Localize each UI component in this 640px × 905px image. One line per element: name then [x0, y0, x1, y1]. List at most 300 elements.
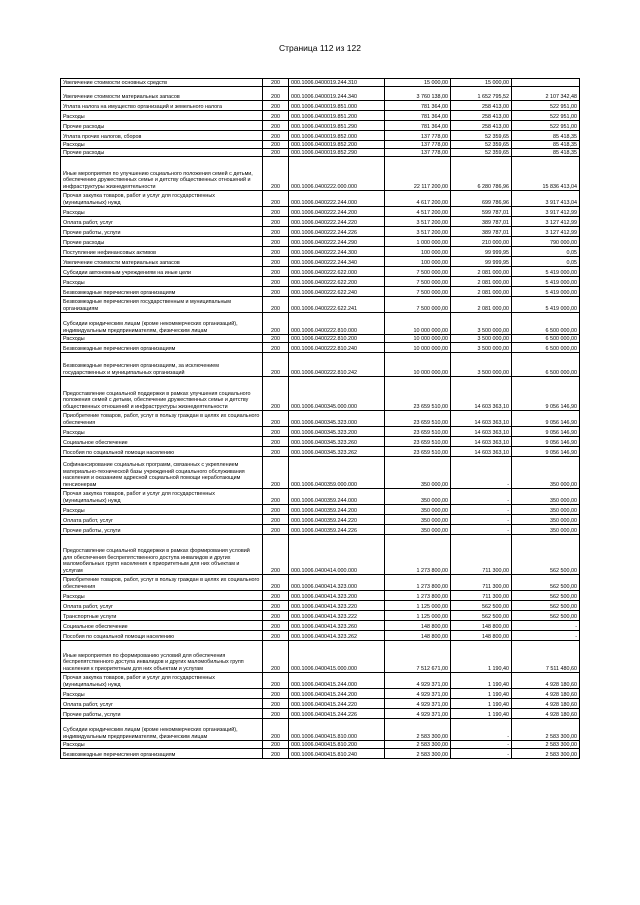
- table-row: [61, 447, 580, 457]
- cell-executed: 52 359,65: [451, 131, 512, 141]
- cell-executed: 1 190,40: [451, 673, 512, 689]
- cell-unexecuted: 2 583 300,00: [512, 741, 580, 749]
- table-row: [61, 149, 580, 157]
- cell-line-code: 200: [263, 277, 289, 287]
- cell-unexecuted: -: [512, 621, 580, 631]
- cell-unexecuted: 562 500,00: [512, 535, 580, 575]
- cell-unexecuted: 3 917 413,04: [512, 191, 580, 207]
- cell-unexecuted: 0,05: [512, 257, 580, 267]
- cell-line-code: 200: [263, 719, 289, 741]
- cell-budget-code: 000.1006.0400359.244.226: [289, 525, 385, 535]
- cell-budget-code: 000.1006.0400359.000.000: [289, 457, 385, 489]
- cell-executed: 52 359,65: [451, 141, 512, 149]
- cell-approved: 10 000 000,00: [385, 313, 451, 335]
- cell-line-code: 200: [263, 447, 289, 457]
- cell-name: Расходы: [61, 505, 263, 515]
- table-row: [61, 101, 580, 111]
- cell-executed: 258 413,00: [451, 121, 512, 131]
- cell-line-code: 200: [263, 489, 289, 505]
- cell-unexecuted: 350 000,00: [512, 525, 580, 535]
- cell-budget-code: 000.1006.0400222.000.000: [289, 157, 385, 191]
- table-row: [61, 457, 580, 489]
- cell-line-code: 200: [263, 157, 289, 191]
- cell-name: Иные мероприятия по улучшению социального положения семей с детьми, обеспечению дружественных семье и детству общественных отношений и инфраструктуры жизнедеятельности: [61, 157, 263, 191]
- cell-executed: -: [451, 489, 512, 505]
- cell-approved: 15 000,00: [385, 79, 451, 87]
- cell-line-code: 200: [263, 111, 289, 121]
- cell-line-code: 200: [263, 457, 289, 489]
- cell-line-code: 200: [263, 575, 289, 591]
- cell-unexecuted: 6 500 000,00: [512, 313, 580, 335]
- cell-approved: 3 517 200,00: [385, 217, 451, 227]
- cell-approved: 7 500 000,00: [385, 287, 451, 297]
- cell-budget-code: 000.1006.0400359.244.220: [289, 515, 385, 525]
- table-row: [61, 217, 580, 227]
- cell-budget-code: 000.1006.0400222.622.241: [289, 297, 385, 313]
- cell-unexecuted: 522 951,00: [512, 111, 580, 121]
- cell-approved: 148 800,00: [385, 621, 451, 631]
- table-row: [61, 673, 580, 689]
- cell-line-code: 200: [263, 247, 289, 257]
- cell-unexecuted: 350 000,00: [512, 505, 580, 515]
- cell-name: Социальное обеспечение: [61, 621, 263, 631]
- cell-unexecuted: 5 419 000,00: [512, 297, 580, 313]
- cell-line-code: 200: [263, 191, 289, 207]
- cell-executed: 1 190,40: [451, 689, 512, 699]
- cell-line-code: 200: [263, 505, 289, 515]
- table-row: [61, 207, 580, 217]
- cell-name: Прочие работы, услуги: [61, 227, 263, 237]
- cell-budget-code: 000.1006.0400019.851.290: [289, 121, 385, 131]
- cell-unexecuted: 6 500 000,00: [512, 353, 580, 377]
- cell-budget-code: 000.1006.0400415.000.000: [289, 641, 385, 673]
- cell-name: Иные мероприятия по формированию условий для обеспечения беспрепятственного доступа инвалидов и других маломобильных групп населения к приоритетным для них объектам и услугам: [61, 641, 263, 673]
- cell-line-code: 200: [263, 237, 289, 247]
- table-row: [61, 237, 580, 247]
- cell-approved: 350 000,00: [385, 457, 451, 489]
- cell-budget-code: 000.1006.0400222.810.242: [289, 353, 385, 377]
- cell-unexecuted: 3 917 412,99: [512, 207, 580, 217]
- cell-budget-code: 000.1006.0400019.852.000: [289, 131, 385, 141]
- cell-name: Увеличение стоимости материальных запасов: [61, 87, 263, 101]
- cell-executed: 3 500 000,00: [451, 353, 512, 377]
- cell-budget-code: 000.1006.0400414.323.200: [289, 591, 385, 601]
- cell-budget-code: 000.1006.0400345.323.260: [289, 437, 385, 447]
- cell-name: Расходы: [61, 591, 263, 601]
- cell-unexecuted: 9 056 146,90: [512, 427, 580, 437]
- cell-name: Уплата налога на имущество организаций и земельного налога: [61, 101, 263, 111]
- cell-executed: 148 800,00: [451, 631, 512, 641]
- cell-approved: 23 659 510,00: [385, 427, 451, 437]
- cell-approved: 1 000 000,00: [385, 237, 451, 247]
- table-body: [61, 79, 580, 759]
- table-row: [61, 121, 580, 131]
- cell-executed: 52 359,65: [451, 149, 512, 157]
- cell-name: Пособия по социальной помощи населению: [61, 631, 263, 641]
- table-row: [61, 575, 580, 591]
- cell-line-code: 200: [263, 227, 289, 237]
- table-row: [61, 489, 580, 505]
- cell-line-code: 200: [263, 689, 289, 699]
- cell-unexecuted: 562 500,00: [512, 575, 580, 591]
- cell-budget-code: 000.1006.0400414.323.222: [289, 611, 385, 621]
- cell-budget-code: 000.1006.0400345.323.000: [289, 411, 385, 427]
- cell-unexecuted: 7 511 480,60: [512, 641, 580, 673]
- cell-line-code: 200: [263, 313, 289, 335]
- cell-executed: 14 603 363,10: [451, 411, 512, 427]
- table-row: [61, 525, 580, 535]
- cell-unexecuted: 9 056 146,90: [512, 437, 580, 447]
- cell-executed: 14 603 363,10: [451, 447, 512, 457]
- table-row: [61, 689, 580, 699]
- cell-budget-code: 000.1006.0400019.244.340: [289, 87, 385, 101]
- table-row: [61, 709, 580, 719]
- cell-unexecuted: 562 500,00: [512, 601, 580, 611]
- cell-approved: 7 500 000,00: [385, 297, 451, 313]
- table-row: [61, 515, 580, 525]
- cell-approved: 100 000,00: [385, 247, 451, 257]
- cell-line-code: 200: [263, 631, 289, 641]
- cell-executed: 148 800,00: [451, 621, 512, 631]
- cell-executed: 2 081 000,00: [451, 297, 512, 313]
- cell-executed: 562 500,00: [451, 601, 512, 611]
- cell-name: Расходы: [61, 689, 263, 699]
- cell-name: Оплата работ, услуг: [61, 699, 263, 709]
- cell-budget-code: 000.1006.0400345.323.262: [289, 447, 385, 457]
- page-title: Страница 112 из 122: [279, 43, 361, 53]
- cell-unexecuted: 2 583 300,00: [512, 719, 580, 741]
- cell-executed: 711 300,00: [451, 535, 512, 575]
- cell-unexecuted: 3 127 412,99: [512, 217, 580, 227]
- cell-executed: 210 000,00: [451, 237, 512, 247]
- cell-budget-code: 000.1006.0400222.244.340: [289, 257, 385, 267]
- cell-approved: 137 778,00: [385, 149, 451, 157]
- cell-executed: -: [451, 741, 512, 749]
- cell-line-code: 200: [263, 79, 289, 87]
- cell-executed: 1 190,40: [451, 641, 512, 673]
- cell-approved: 148 800,00: [385, 631, 451, 641]
- cell-budget-code: 000.1006.0400222.244.290: [289, 237, 385, 247]
- cell-budget-code: 000.1006.0400019.851.000: [289, 101, 385, 111]
- cell-approved: 137 778,00: [385, 131, 451, 141]
- cell-approved: 3 517 200,00: [385, 227, 451, 237]
- cell-name: Предоставление социальной поддержки в рамках улучшения социального положения семей с детьми, обеспечение дружественных семье и детству общественных отношений и инфраструктуры жизнедеятельности: [61, 377, 263, 411]
- cell-executed: 699 786,96: [451, 191, 512, 207]
- cell-name: Прочая закупка товаров, работ и услуг для государственных (муниципальных) нужд: [61, 673, 263, 689]
- cell-line-code: 200: [263, 611, 289, 621]
- table-row: [61, 335, 580, 343]
- cell-name: Прочая закупка товаров, работ и услуг для государственных (муниципальных) нужд: [61, 191, 263, 207]
- table-row: [61, 191, 580, 207]
- table-row: [61, 287, 580, 297]
- table-row: [61, 377, 580, 411]
- cell-line-code: 200: [263, 149, 289, 157]
- cell-name: Расходы: [61, 207, 263, 217]
- cell-unexecuted: 790 000,00: [512, 237, 580, 247]
- cell-unexecuted: 15 836 413,04: [512, 157, 580, 191]
- cell-budget-code: 000.1006.0400019.852.290: [289, 149, 385, 157]
- cell-executed: 599 787,01: [451, 207, 512, 217]
- table-row: [61, 343, 580, 353]
- cell-name: Безвозмездные перечисления организациям: [61, 287, 263, 297]
- cell-approved: 23 659 510,00: [385, 447, 451, 457]
- cell-name: Безвозмездные перечисления организациям: [61, 343, 263, 353]
- cell-name: Оплата работ, услуг: [61, 217, 263, 227]
- cell-budget-code: 000.1006.0400222.622.000: [289, 267, 385, 277]
- cell-approved: 7 500 000,00: [385, 267, 451, 277]
- cell-executed: 99 999,95: [451, 257, 512, 267]
- cell-name: Расходы: [61, 141, 263, 149]
- cell-budget-code: 000.1006.0400414.323.262: [289, 631, 385, 641]
- cell-budget-code: 000.1006.0400222.810.200: [289, 335, 385, 343]
- cell-approved: 23 659 510,00: [385, 377, 451, 411]
- table-row: [61, 79, 580, 87]
- cell-approved: 7 500 000,00: [385, 277, 451, 287]
- cell-name: Безвозмездные перечисления организациям: [61, 749, 263, 759]
- cell-unexecuted: 85 418,35: [512, 149, 580, 157]
- cell-approved: 350 000,00: [385, 505, 451, 515]
- cell-budget-code: 000.1006.0400359.244.000: [289, 489, 385, 505]
- cell-line-code: 200: [263, 621, 289, 631]
- cell-budget-code: 000.1006.0400414.323.260: [289, 621, 385, 631]
- cell-line-code: 200: [263, 601, 289, 611]
- table-row: [61, 411, 580, 427]
- cell-line-code: 200: [263, 257, 289, 267]
- cell-unexecuted: 9 056 146,90: [512, 447, 580, 457]
- cell-unexecuted: 5 419 000,00: [512, 277, 580, 287]
- table-row: [61, 621, 580, 631]
- cell-line-code: 200: [263, 207, 289, 217]
- cell-executed: 1 652 795,52: [451, 87, 512, 101]
- table-row: [61, 141, 580, 149]
- cell-name: Субсидии автономным учреждениям на иные цели: [61, 267, 263, 277]
- cell-line-code: 200: [263, 121, 289, 131]
- cell-approved: 137 778,00: [385, 141, 451, 149]
- cell-approved: 3 760 138,00: [385, 87, 451, 101]
- cell-approved: 23 659 510,00: [385, 437, 451, 447]
- cell-executed: -: [451, 719, 512, 741]
- cell-name: Расходы: [61, 427, 263, 437]
- cell-unexecuted: 522 951,00: [512, 101, 580, 111]
- cell-executed: -: [451, 457, 512, 489]
- cell-executed: 3 500 000,00: [451, 343, 512, 353]
- cell-name: Приобретение товаров, работ, услуг в пользу граждан в целях их социального обеспечения: [61, 575, 263, 591]
- cell-unexecuted: 2 583 300,00: [512, 749, 580, 759]
- cell-approved: 4 929 371,00: [385, 709, 451, 719]
- cell-approved: 350 000,00: [385, 489, 451, 505]
- cell-budget-code: 000.1006.0400415.810.240: [289, 749, 385, 759]
- cell-line-code: 200: [263, 741, 289, 749]
- cell-budget-code: 000.1006.0400359.244.200: [289, 505, 385, 515]
- cell-budget-code: 000.1006.0400414.323.000: [289, 575, 385, 591]
- cell-name: Безвозмездные перечисления организациям, за исключением государственных и муниципальных организаций: [61, 353, 263, 377]
- cell-executed: 2 081 000,00: [451, 277, 512, 287]
- cell-name: Пособия по социальной помощи населению: [61, 447, 263, 457]
- cell-executed: 3 500 000,00: [451, 335, 512, 343]
- cell-unexecuted: 85 418,35: [512, 131, 580, 141]
- cell-executed: 14 603 363,10: [451, 377, 512, 411]
- cell-budget-code: 000.1006.0400222.244.220: [289, 217, 385, 227]
- cell-unexecuted: 9 056 146,90: [512, 411, 580, 427]
- cell-line-code: 200: [263, 335, 289, 343]
- cell-executed: 711 300,00: [451, 591, 512, 601]
- cell-budget-code: 000.1006.0400415.244.200: [289, 689, 385, 699]
- cell-unexecuted: 6 500 000,00: [512, 335, 580, 343]
- cell-executed: 389 787,01: [451, 217, 512, 227]
- cell-budget-code: 000.1006.0400414.323.220: [289, 601, 385, 611]
- table-row: [61, 591, 580, 601]
- cell-executed: -: [451, 505, 512, 515]
- table-row: [61, 641, 580, 673]
- cell-line-code: 200: [263, 131, 289, 141]
- cell-executed: 6 280 786,96: [451, 157, 512, 191]
- cell-approved: 7 512 671,00: [385, 641, 451, 673]
- cell-unexecuted: 350 000,00: [512, 489, 580, 505]
- cell-name: Субсидии юридическим лицам (кроме некоммерческих организаций), индивидуальным предпринимателям, физическим лицам: [61, 719, 263, 741]
- cell-name: Прочие работы, услуги: [61, 709, 263, 719]
- cell-approved: 1 273 800,00: [385, 575, 451, 591]
- cell-name: Увеличение стоимости материальных запасов: [61, 257, 263, 267]
- cell-budget-code: 000.1006.0400415.244.226: [289, 709, 385, 719]
- cell-executed: -: [451, 749, 512, 759]
- cell-budget-code: 000.1006.0400415.244.220: [289, 699, 385, 709]
- table-row: [61, 719, 580, 741]
- cell-executed: 258 413,00: [451, 101, 512, 111]
- table-row: [61, 749, 580, 759]
- table-row: [61, 131, 580, 141]
- cell-executed: 2 081 000,00: [451, 287, 512, 297]
- cell-approved: 781 364,00: [385, 101, 451, 111]
- cell-name: Расходы: [61, 335, 263, 343]
- cell-approved: 4 617 200,00: [385, 191, 451, 207]
- cell-line-code: 200: [263, 101, 289, 111]
- cell-name: Безвозмездные перечисления государственным и муниципальным организациям: [61, 297, 263, 313]
- table-row: [61, 611, 580, 621]
- cell-unexecuted: 2 107 342,48: [512, 87, 580, 101]
- cell-name: Прочие расходы: [61, 237, 263, 247]
- table-row: [61, 601, 580, 611]
- cell-budget-code: 000.1006.0400415.244.000: [289, 673, 385, 689]
- table-row: [61, 297, 580, 313]
- cell-unexecuted: 4 928 180,60: [512, 689, 580, 699]
- cell-line-code: 200: [263, 343, 289, 353]
- cell-name: Транспортные услуги: [61, 611, 263, 621]
- cell-name: Расходы: [61, 111, 263, 121]
- budget-table: [60, 78, 580, 759]
- cell-line-code: 200: [263, 591, 289, 601]
- table-row: [61, 631, 580, 641]
- cell-unexecuted: 350 000,00: [512, 515, 580, 525]
- cell-budget-code: 000.1006.0400222.810.000: [289, 313, 385, 335]
- table-row: [61, 111, 580, 121]
- cell-approved: 4 929 371,00: [385, 673, 451, 689]
- cell-name: Прочие расходы: [61, 149, 263, 157]
- cell-approved: 1 273 800,00: [385, 591, 451, 601]
- cell-line-code: 200: [263, 641, 289, 673]
- cell-line-code: 200: [263, 411, 289, 427]
- cell-name: Уплата прочих налогов, сборов: [61, 131, 263, 141]
- cell-line-code: 200: [263, 141, 289, 149]
- cell-unexecuted: [512, 79, 580, 87]
- cell-budget-code: 000.1006.0400222.622.200: [289, 277, 385, 287]
- cell-approved: 2 583 300,00: [385, 749, 451, 759]
- cell-approved: 781 364,00: [385, 121, 451, 131]
- cell-line-code: 200: [263, 515, 289, 525]
- cell-budget-code: 000.1006.0400222.810.240: [289, 343, 385, 353]
- table-row: [61, 87, 580, 101]
- cell-approved: 4 929 371,00: [385, 699, 451, 709]
- cell-name: Субсидии юридическим лицам (кроме некоммерческих организаций), индивидуальным предпринимателям, физическим лицам: [61, 313, 263, 335]
- cell-name: Приобретение товаров, работ, услуг в пользу граждан в целях их социального обеспечения: [61, 411, 263, 427]
- cell-executed: 99 999,95: [451, 247, 512, 257]
- cell-executed: 14 603 363,10: [451, 427, 512, 437]
- cell-name: Софинансирование социальных программ, связанных с укреплением материально-технической базы учреждений социального обслуживания населения и оказанием адресной социальной помощи неработающим пенсионерам: [61, 457, 263, 489]
- cell-line-code: 200: [263, 377, 289, 411]
- table-row: [61, 437, 580, 447]
- cell-line-code: 200: [263, 699, 289, 709]
- cell-executed: 258 413,00: [451, 111, 512, 121]
- cell-line-code: 200: [263, 525, 289, 535]
- cell-line-code: 200: [263, 353, 289, 377]
- cell-name: Оплата работ, услуг: [61, 515, 263, 525]
- cell-approved: 4 929 371,00: [385, 689, 451, 699]
- table-row: [61, 699, 580, 709]
- cell-approved: 2 583 300,00: [385, 719, 451, 741]
- cell-unexecuted: 9 056 146,90: [512, 377, 580, 411]
- cell-unexecuted: 562 500,00: [512, 611, 580, 621]
- table-row: [61, 227, 580, 237]
- cell-executed: 711 300,00: [451, 575, 512, 591]
- cell-unexecuted: 522 951,00: [512, 121, 580, 131]
- cell-budget-code: 000.1006.0400415.810.000: [289, 719, 385, 741]
- cell-unexecuted: 4 928 180,60: [512, 709, 580, 719]
- table-row: [61, 313, 580, 335]
- cell-unexecuted: 5 419 000,00: [512, 287, 580, 297]
- cell-budget-code: 000.1006.0400345.000.000: [289, 377, 385, 411]
- cell-line-code: 200: [263, 427, 289, 437]
- cell-line-code: 200: [263, 267, 289, 277]
- cell-approved: 23 659 510,00: [385, 411, 451, 427]
- cell-approved: 10 000 000,00: [385, 343, 451, 353]
- cell-executed: -: [451, 515, 512, 525]
- cell-approved: 1 273 800,00: [385, 535, 451, 575]
- cell-approved: 350 000,00: [385, 515, 451, 525]
- cell-approved: 10 000 000,00: [385, 353, 451, 377]
- cell-budget-code: 000.1006.0400222.244.000: [289, 191, 385, 207]
- cell-approved: 22 117 200,00: [385, 157, 451, 191]
- cell-budget-code: 000.1006.0400019.244.310: [289, 79, 385, 87]
- cell-budget-code: 000.1006.0400019.851.200: [289, 111, 385, 121]
- cell-unexecuted: 350 000,00: [512, 457, 580, 489]
- cell-name: Предоставление социальной поддержки в рамках формирования условий для обеспечения беспрепятственного доступа инвалидов и других маломобильных групп населения к приоритетным для них объектам и услугам: [61, 535, 263, 575]
- cell-unexecuted: 4 928 180,60: [512, 699, 580, 709]
- cell-unexecuted: 4 928 180,60: [512, 673, 580, 689]
- cell-approved: 1 125 000,00: [385, 611, 451, 621]
- cell-line-code: 200: [263, 217, 289, 227]
- cell-budget-code: 000.1006.0400222.244.200: [289, 207, 385, 217]
- cell-executed: 3 500 000,00: [451, 313, 512, 335]
- table-row: [61, 247, 580, 257]
- cell-executed: 1 190,40: [451, 709, 512, 719]
- cell-executed: 1 190,40: [451, 699, 512, 709]
- cell-name: Оплата работ, услуг: [61, 601, 263, 611]
- cell-unexecuted: 85 418,35: [512, 141, 580, 149]
- table-row: [61, 267, 580, 277]
- cell-line-code: 200: [263, 287, 289, 297]
- cell-name: Прочая закупка товаров, работ и услуг для государственных (муниципальных) нужд: [61, 489, 263, 505]
- cell-line-code: 200: [263, 673, 289, 689]
- cell-line-code: 200: [263, 709, 289, 719]
